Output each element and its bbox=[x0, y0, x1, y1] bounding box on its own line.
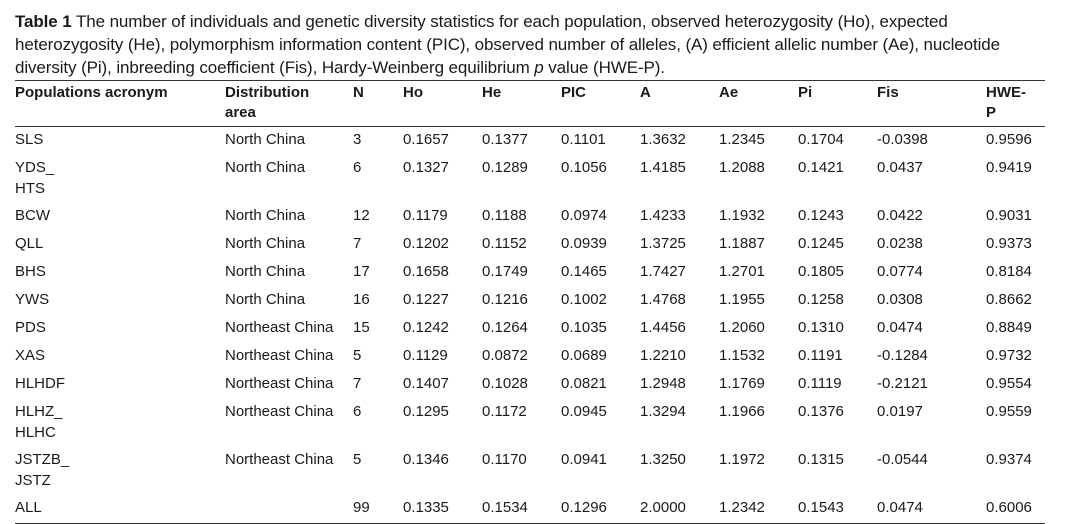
table-cell: 0.1658 bbox=[403, 263, 449, 280]
table-cell: Northeast China bbox=[225, 451, 334, 468]
caption-p-italic: p bbox=[534, 58, 544, 77]
population-cell: QLL bbox=[15, 235, 44, 252]
table-cell: North China bbox=[225, 207, 306, 224]
table-cell: 0.1346 bbox=[403, 451, 449, 468]
population-cell: BCW bbox=[15, 207, 50, 224]
table-cell: 0.9732 bbox=[986, 347, 1032, 364]
table-cell: 0.0308 bbox=[877, 291, 923, 308]
table-cell: 0.0238 bbox=[877, 235, 923, 252]
table-cell: North China bbox=[225, 263, 306, 280]
table-cell: 0.1377 bbox=[482, 131, 528, 148]
table-row bbox=[15, 371, 1045, 399]
table-cell: 1.1955 bbox=[719, 291, 765, 308]
table-cell: 0.1028 bbox=[482, 375, 528, 392]
table-cell: 1.2088 bbox=[719, 159, 765, 176]
table-cell: 1.1972 bbox=[719, 451, 765, 468]
table-row bbox=[15, 127, 1045, 156]
table-row bbox=[15, 259, 1045, 287]
table-cell: Northeast China bbox=[225, 403, 334, 420]
table-cell: 0.1152 bbox=[482, 235, 527, 252]
table-cell: 0.1227 bbox=[403, 291, 449, 308]
table-cell: 0.1172 bbox=[482, 403, 527, 420]
table-cell: 0.1245 bbox=[798, 235, 844, 252]
table-cell: 0.0474 bbox=[877, 499, 923, 516]
table-cell: 0.1407 bbox=[403, 375, 449, 392]
table-figure bbox=[15, 10, 1045, 524]
table-cell: 0.0945 bbox=[561, 403, 607, 420]
table-row bbox=[15, 343, 1045, 371]
table-cell: 0.1264 bbox=[482, 319, 528, 336]
table-cell: -0.0398 bbox=[877, 131, 928, 148]
table-cell: 99 bbox=[353, 499, 370, 516]
table-cell: 0.1002 bbox=[561, 291, 607, 308]
table-cell: 1.1532 bbox=[719, 347, 765, 364]
table-cell: 0.1805 bbox=[798, 263, 844, 280]
table-cell: 0.1188 bbox=[482, 207, 527, 224]
table-cell: 1.2701 bbox=[719, 263, 765, 280]
population-cell: ALL bbox=[15, 499, 42, 516]
table-cell: 0.1335 bbox=[403, 499, 449, 516]
table-cell: 0.0422 bbox=[877, 207, 923, 224]
table-cell: 1.4185 bbox=[640, 159, 686, 176]
table-row bbox=[15, 447, 1045, 495]
table-cell: 0.1376 bbox=[798, 403, 844, 420]
table-cell: 0.8184 bbox=[986, 263, 1032, 280]
table-cell: 0.1191 bbox=[798, 347, 843, 364]
table-cell: 1.1769 bbox=[719, 375, 765, 392]
table-cell: 0.8662 bbox=[986, 291, 1032, 308]
table-cell: 0.1216 bbox=[482, 291, 528, 308]
table-cell: -0.0544 bbox=[877, 451, 928, 468]
table-cell: 0.6006 bbox=[986, 499, 1032, 516]
table-cell: 0.0939 bbox=[561, 235, 607, 252]
table-cell: 0.1310 bbox=[798, 319, 844, 336]
table-cell bbox=[225, 495, 353, 524]
table-cell: 0.1258 bbox=[798, 291, 844, 308]
table-cell: North China bbox=[225, 159, 306, 176]
table-cell: 5 bbox=[353, 347, 362, 364]
table-cell: 0.9559 bbox=[986, 403, 1032, 420]
table-cell: 1.4768 bbox=[640, 291, 686, 308]
population-cell: XAS bbox=[15, 347, 46, 364]
population-cell: JSTZB_ JSTZ bbox=[15, 451, 70, 489]
table-cell: North China bbox=[225, 131, 306, 148]
table-cell: 0.9373 bbox=[986, 235, 1032, 252]
table-cell: 0.9419 bbox=[986, 159, 1032, 176]
table-body bbox=[15, 127, 1045, 524]
table-cell: 16 bbox=[353, 291, 370, 308]
table-cell: 0.0941 bbox=[561, 451, 607, 468]
table-cell: 1.3632 bbox=[640, 131, 686, 148]
table-cell: 0.1289 bbox=[482, 159, 528, 176]
population-cell: PDS bbox=[15, 319, 46, 336]
table-cell: 5 bbox=[353, 451, 362, 468]
table-cell: 0.0437 bbox=[877, 159, 923, 176]
table-cell: Northeast China bbox=[225, 375, 334, 392]
table-cell: Northeast China bbox=[225, 319, 334, 336]
table-cell: 0.8849 bbox=[986, 319, 1032, 336]
table-cell: 0.0974 bbox=[561, 207, 607, 224]
table-row bbox=[15, 203, 1045, 231]
table-cell: 0.1129 bbox=[403, 347, 448, 364]
header-row bbox=[15, 81, 1045, 127]
table-row bbox=[15, 315, 1045, 343]
table-row bbox=[15, 287, 1045, 315]
table-cell: 0.0821 bbox=[561, 375, 607, 392]
table-cell: 0.1296 bbox=[561, 499, 607, 516]
table-cell: 1.4233 bbox=[640, 207, 686, 224]
table-cell: 3 bbox=[353, 131, 362, 148]
table-cell: 1.4456 bbox=[640, 319, 686, 336]
column-header: HWE- P bbox=[986, 84, 1026, 121]
table-cell: 1.2345 bbox=[719, 131, 765, 148]
table-cell: 1.2342 bbox=[719, 499, 765, 516]
table-cell: 15 bbox=[353, 319, 370, 336]
table-cell: 0.1749 bbox=[482, 263, 528, 280]
column-header: He bbox=[482, 84, 502, 101]
table-cell: 7 bbox=[353, 375, 362, 392]
diversity-table bbox=[15, 80, 1045, 524]
table-cell: 0.9031 bbox=[986, 207, 1032, 224]
table-cell: 0.1327 bbox=[403, 159, 449, 176]
table-cell: 0.1035 bbox=[561, 319, 607, 336]
column-header: Fis bbox=[877, 84, 899, 101]
table-cell: 1.1966 bbox=[719, 403, 765, 420]
table-cell: -0.2121 bbox=[877, 375, 928, 392]
population-cell: HLHDF bbox=[15, 375, 66, 392]
column-header: Pi bbox=[798, 84, 813, 101]
table-caption bbox=[15, 10, 1045, 79]
column-header: Populations acronym bbox=[15, 84, 168, 101]
table-cell: 0.0689 bbox=[561, 347, 607, 364]
table-cell: 0.1119 bbox=[798, 375, 842, 392]
table-cell: 6 bbox=[353, 159, 362, 176]
table-cell: 0.1657 bbox=[403, 131, 449, 148]
table-cell: 7 bbox=[353, 235, 362, 252]
table-cell: 0.9596 bbox=[986, 131, 1032, 148]
table-cell: 0.1056 bbox=[561, 159, 607, 176]
table-cell: 1.2060 bbox=[719, 319, 765, 336]
table-cell: 0.1242 bbox=[403, 319, 449, 336]
table-cell: 0.0872 bbox=[482, 347, 528, 364]
table-cell: 0.1101 bbox=[561, 131, 606, 148]
table-cell: 0.1315 bbox=[798, 451, 844, 468]
column-header: Ae bbox=[719, 84, 739, 101]
table-cell: 0.1202 bbox=[403, 235, 449, 252]
table-cell: 0.1243 bbox=[798, 207, 844, 224]
table-cell: 1.3250 bbox=[640, 451, 686, 468]
table-cell: 0.1704 bbox=[798, 131, 844, 148]
table-cell: 1.2948 bbox=[640, 375, 686, 392]
table-cell: 0.0774 bbox=[877, 263, 923, 280]
table-cell: 6 bbox=[353, 403, 362, 420]
table-row bbox=[15, 231, 1045, 259]
table-cell: 0.1170 bbox=[482, 451, 527, 468]
table-cell: 1.3294 bbox=[640, 403, 686, 420]
table-cell: 0.1543 bbox=[798, 499, 844, 516]
table-cell: 17 bbox=[353, 263, 370, 280]
caption-label: Table 1 bbox=[15, 12, 72, 31]
table-cell: 1.3725 bbox=[640, 235, 686, 252]
population-cell: YDS_ HTS bbox=[15, 159, 55, 197]
table-cell: 0.9554 bbox=[986, 375, 1032, 392]
table-cell: 0.0197 bbox=[877, 403, 923, 420]
population-cell: BHS bbox=[15, 263, 46, 280]
population-cell: SLS bbox=[15, 131, 44, 148]
table-row bbox=[15, 399, 1045, 447]
column-header: Ho bbox=[403, 84, 423, 101]
column-header: A bbox=[640, 84, 651, 101]
column-header: N bbox=[353, 84, 364, 101]
table-cell: 0.1421 bbox=[798, 159, 844, 176]
population-cell: YWS bbox=[15, 291, 50, 308]
population-cell: HLHZ_ HLHC bbox=[15, 403, 63, 441]
table-cell: 12 bbox=[353, 207, 370, 224]
table-cell: 0.0474 bbox=[877, 319, 923, 336]
table-cell: 0.1534 bbox=[482, 499, 528, 516]
table-cell: North China bbox=[225, 291, 306, 308]
column-header: PIC bbox=[561, 84, 587, 101]
table-cell: 0.1179 bbox=[403, 207, 448, 224]
table-cell: 1.2210 bbox=[640, 347, 686, 364]
caption-text-end: value (HWE-P). bbox=[543, 58, 665, 77]
table-cell: -0.1284 bbox=[877, 347, 928, 364]
caption-text: The number of individuals and genetic diversity statistics for each population, observed heterozygosity (Ho), expected heterozygosity (He), polymorphism information content (PIC), observed number of alleles, (A) efficient allelic number (Ae), nucleotide diversity (Pi), inbreeding coefficient (Fis), Hardy-Weinberg equilibrium bbox=[15, 12, 1001, 77]
table-cell: 0.9374 bbox=[986, 451, 1032, 468]
column-header: Distribution area bbox=[225, 84, 310, 121]
table-cell: 0.1465 bbox=[561, 263, 607, 280]
table-cell: 2.0000 bbox=[640, 499, 686, 516]
table-cell: Northeast China bbox=[225, 347, 334, 364]
table-row bbox=[15, 155, 1045, 203]
table-cell: 0.1295 bbox=[403, 403, 449, 420]
table-cell: North China bbox=[225, 235, 306, 252]
table-cell: 1.1932 bbox=[719, 207, 765, 224]
table-cell: 1.1887 bbox=[719, 235, 765, 252]
table-row bbox=[15, 495, 1045, 524]
table-cell: 1.7427 bbox=[640, 263, 686, 280]
